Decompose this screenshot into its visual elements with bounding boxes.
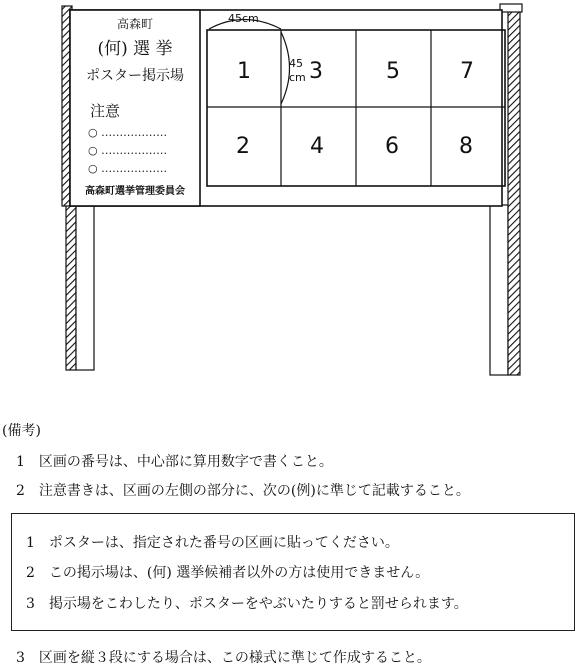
left-post — [66, 205, 94, 370]
caution-heading: 注意 — [90, 102, 121, 120]
example-line: 3 掲示場をこわしたり、ポスターをやぶいたりすると罰せられます。 — [26, 596, 468, 612]
board-title-line2: ポスター掲示場 — [86, 68, 184, 84]
caution-item: ○ ……………… — [88, 126, 168, 139]
note-2: 2 注意書きは、区画の左側の部分に、次の(例)に準じて記載すること。 — [16, 483, 470, 499]
committee-name: 高森町選挙管理委員会 — [85, 186, 185, 197]
caution-item: ○ ……………… — [88, 144, 168, 157]
example-box — [11, 513, 575, 631]
note-3: 3 区画を縦３段にする場合は、この様式に準じて作成すること。 — [16, 650, 431, 666]
board-title-line1: (何) 選 挙 — [97, 39, 173, 59]
section-number: 5 — [386, 59, 400, 84]
height-dimension-label-bottom: cm — [289, 71, 306, 84]
notes-header: (備考) — [2, 423, 41, 439]
section-number: 6 — [385, 134, 399, 159]
section-number: 4 — [310, 134, 324, 159]
section-number: 1 — [237, 59, 251, 84]
section-number: 3 — [309, 59, 323, 84]
note-1: 1 区画の番号は、中心部に算用数字で書くこと。 — [16, 454, 333, 470]
example-line: 1 ポスターは、指定された番号の区画に貼ってください。 — [26, 535, 399, 551]
width-dimension-label: 45cm — [228, 12, 259, 25]
board-town: 高森町 — [116, 17, 154, 31]
caution-item: ○ ……………… — [88, 162, 168, 175]
height-dimension-label-top: 45 — [289, 57, 303, 70]
section-number: 7 — [460, 59, 474, 84]
section-number: 8 — [459, 134, 473, 159]
section-number: 2 — [236, 134, 250, 159]
example-line: 2 この掲示場は、(何) 選挙候補者以外の方は使用できません。 — [26, 565, 430, 581]
